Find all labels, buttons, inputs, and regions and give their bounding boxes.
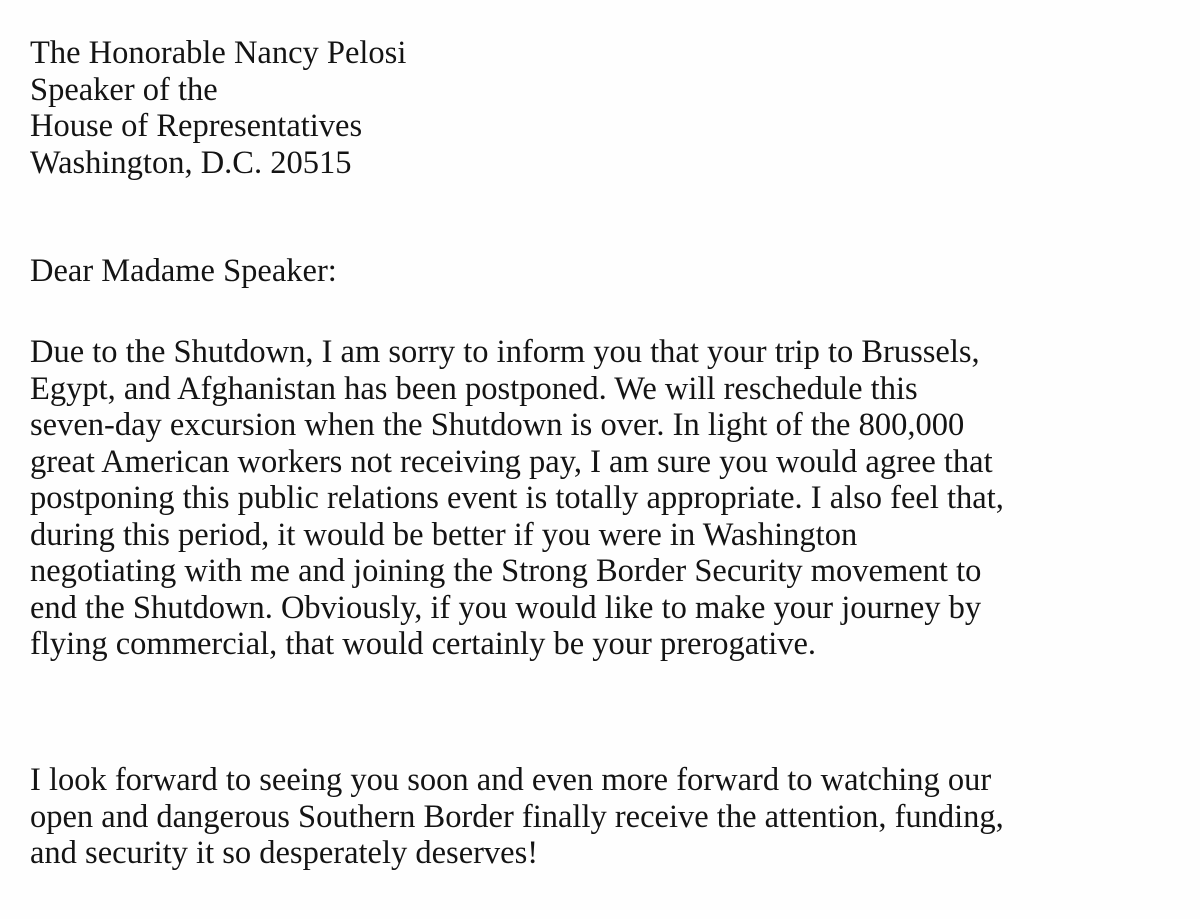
paragraph-line: Egypt, and Afghanistan has been postponed. We will reschedule this	[30, 370, 918, 407]
paragraph-line: seven-day excursion when the Shutdown is over. In light of the 800,000	[30, 407, 965, 443]
address-line: Speaker of the	[30, 71, 218, 108]
address-line: House of Representatives	[30, 108, 363, 144]
address-line: Washington, D.C. 20515	[30, 144, 352, 181]
body-paragraph-2	[30, 762, 1190, 872]
salutation-text: Dear Madame Speaker:	[30, 253, 337, 289]
paragraph-line: I look forward to seeing you soon and even more forward to watching our	[30, 762, 992, 798]
paragraph-line: postponing this public relations event is totally appropriate. I also feel that,	[30, 480, 1004, 516]
address-line: The Honorable Nancy Pelosi	[30, 35, 407, 71]
paragraph-line: open and dangerous Southern Border finally receive the attention, funding,	[30, 798, 1004, 835]
paragraph-line: during this period, it would be better if you were in Washington	[30, 516, 858, 553]
paragraph-line: negotiating with me and joining the Strong Border Security movement to	[30, 553, 982, 589]
paragraph-line: end the Shutdown. Obviously, if you would like to make your journey by	[30, 589, 982, 626]
paragraph-line: Due to the Shutdown, I am sorry to inform you that your trip to Brussels,	[30, 334, 980, 370]
paragraph-line: great American workers not receiving pay, I am sure you would agree that	[30, 443, 993, 480]
paragraph-line: and security it so desperately deserves!	[30, 835, 539, 871]
body-paragraph-1	[30, 334, 1190, 663]
salutation	[30, 253, 1190, 290]
paragraph-line: flying commercial, that would certainly be your prerogative.	[30, 626, 817, 662]
recipient-address	[30, 35, 1190, 181]
